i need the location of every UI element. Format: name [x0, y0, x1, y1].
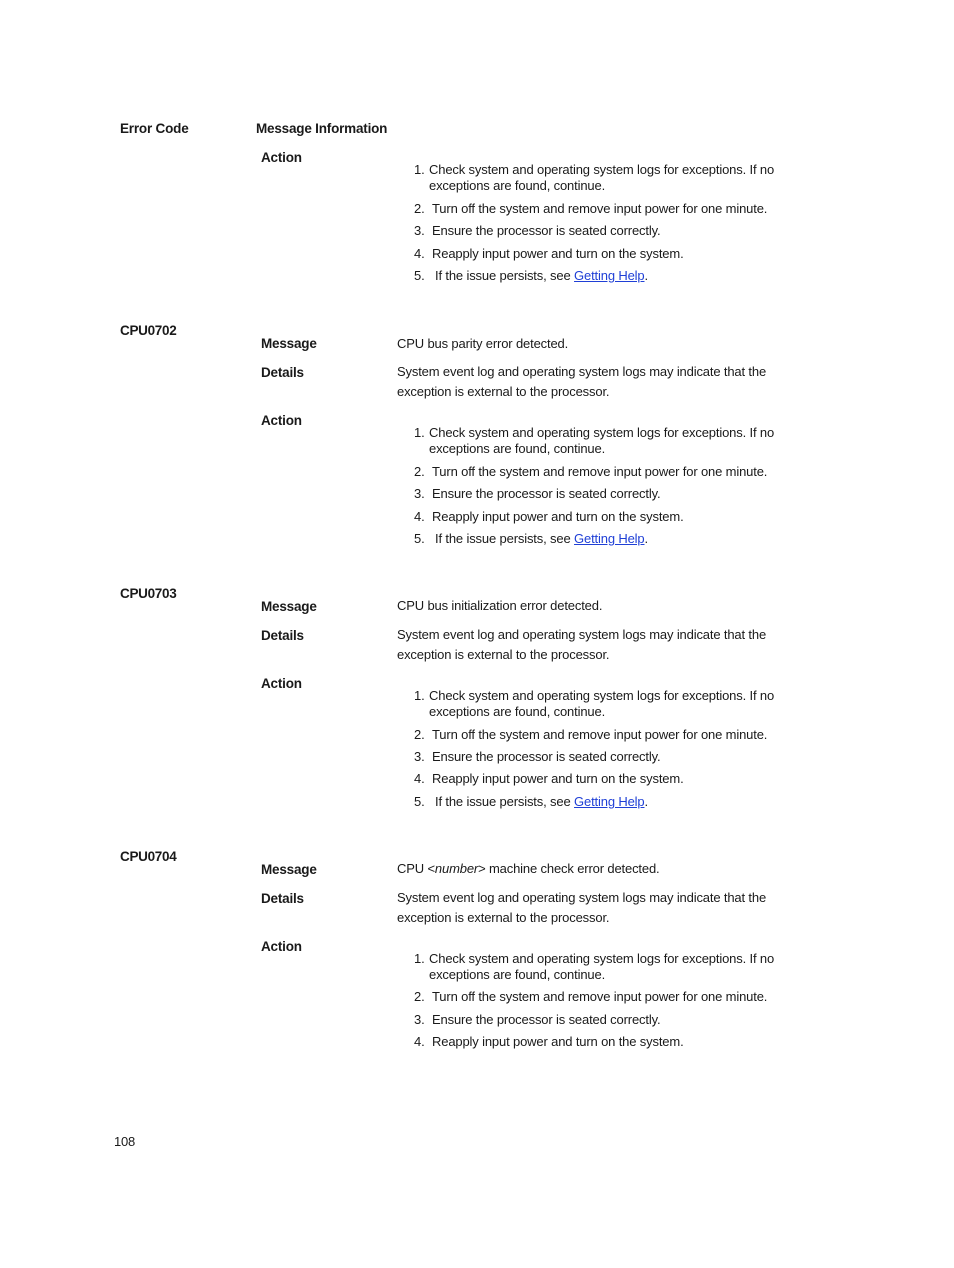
message-label: Message: [261, 599, 317, 614]
message-label: Message: [261, 862, 317, 877]
action-step-5: 5. If the issue persists, see Getting Help.: [414, 794, 648, 809]
action-label: Action: [261, 150, 302, 165]
page-number: 108: [114, 1134, 136, 1149]
action-step-2: 2. Turn off the system and remove input power for one minute.: [414, 727, 768, 742]
error-code-cpu0703: CPU0703: [120, 586, 177, 601]
action-step-5: 5. If the issue persists, see Getting Help.: [414, 268, 648, 283]
action-step-2: 2. Turn off the system and remove input power for one minute.: [414, 464, 768, 479]
action-step-5: 5. If the issue persists, see Getting Help.: [414, 531, 648, 546]
getting-help-link[interactable]: Getting Help: [574, 268, 645, 283]
error-code-cpu0704: CPU0704: [120, 849, 177, 864]
message-text: CPU bus initialization error detected.: [397, 598, 603, 613]
action-step-1: 1. Check system and operating system logs for exceptions. If no exceptions are found, continue.: [414, 425, 775, 456]
action-step-4: 4. Reapply input power and turn on the system.: [414, 771, 684, 786]
message-text: CPU <number> machine check error detected.: [397, 861, 660, 876]
details-label: Details: [261, 628, 304, 643]
action-label: Action: [261, 676, 302, 691]
details-label: Details: [261, 365, 304, 380]
details-label: Details: [261, 891, 304, 906]
message-text: CPU bus parity error detected.: [397, 336, 569, 351]
column-header-message-information: Message Information: [256, 121, 388, 136]
details-text: System event log and operating system logs may indicate that the exception is external to the processor.: [397, 627, 767, 662]
error-code-cpu0702: CPU0702: [120, 323, 177, 338]
getting-help-link[interactable]: Getting Help: [574, 531, 645, 546]
action-step-2: 2. Turn off the system and remove input power for one minute.: [414, 989, 768, 1004]
action-step-2: 2. Turn off the system and remove input power for one minute.: [414, 201, 768, 216]
message-label: Message: [261, 336, 317, 351]
action-label: Action: [261, 413, 302, 428]
action-step-4: 4. Reapply input power and turn on the system.: [414, 1034, 684, 1049]
action-step-3: 3. Ensure the processor is seated correctly.: [414, 1012, 661, 1027]
action-step-3: 3. Ensure the processor is seated correctly.: [414, 486, 661, 501]
details-text: System event log and operating system logs may indicate that the exception is external to the processor.: [397, 364, 767, 399]
action-step-3: 3. Ensure the processor is seated correctly.: [414, 749, 661, 764]
action-step-1: 1. Check system and operating system logs for exceptions. If no exceptions are found, continue.: [414, 162, 775, 193]
details-text: System event log and operating system logs may indicate that the exception is external to the processor.: [397, 890, 767, 925]
action-step-4: 4. Reapply input power and turn on the system.: [414, 509, 684, 524]
action-label: Action: [261, 939, 302, 954]
column-header-error-code: Error Code: [120, 121, 189, 136]
getting-help-link[interactable]: Getting Help: [574, 794, 645, 809]
action-step-1: 1. Check system and operating system logs for exceptions. If no exceptions are found, continue.: [414, 688, 775, 719]
action-step-4: 4. Reapply input power and turn on the system.: [414, 246, 684, 261]
action-step-3: 3. Ensure the processor is seated correctly.: [414, 223, 661, 238]
action-step-1: 1. Check system and operating system logs for exceptions. If no exceptions are found, continue.: [414, 951, 775, 982]
